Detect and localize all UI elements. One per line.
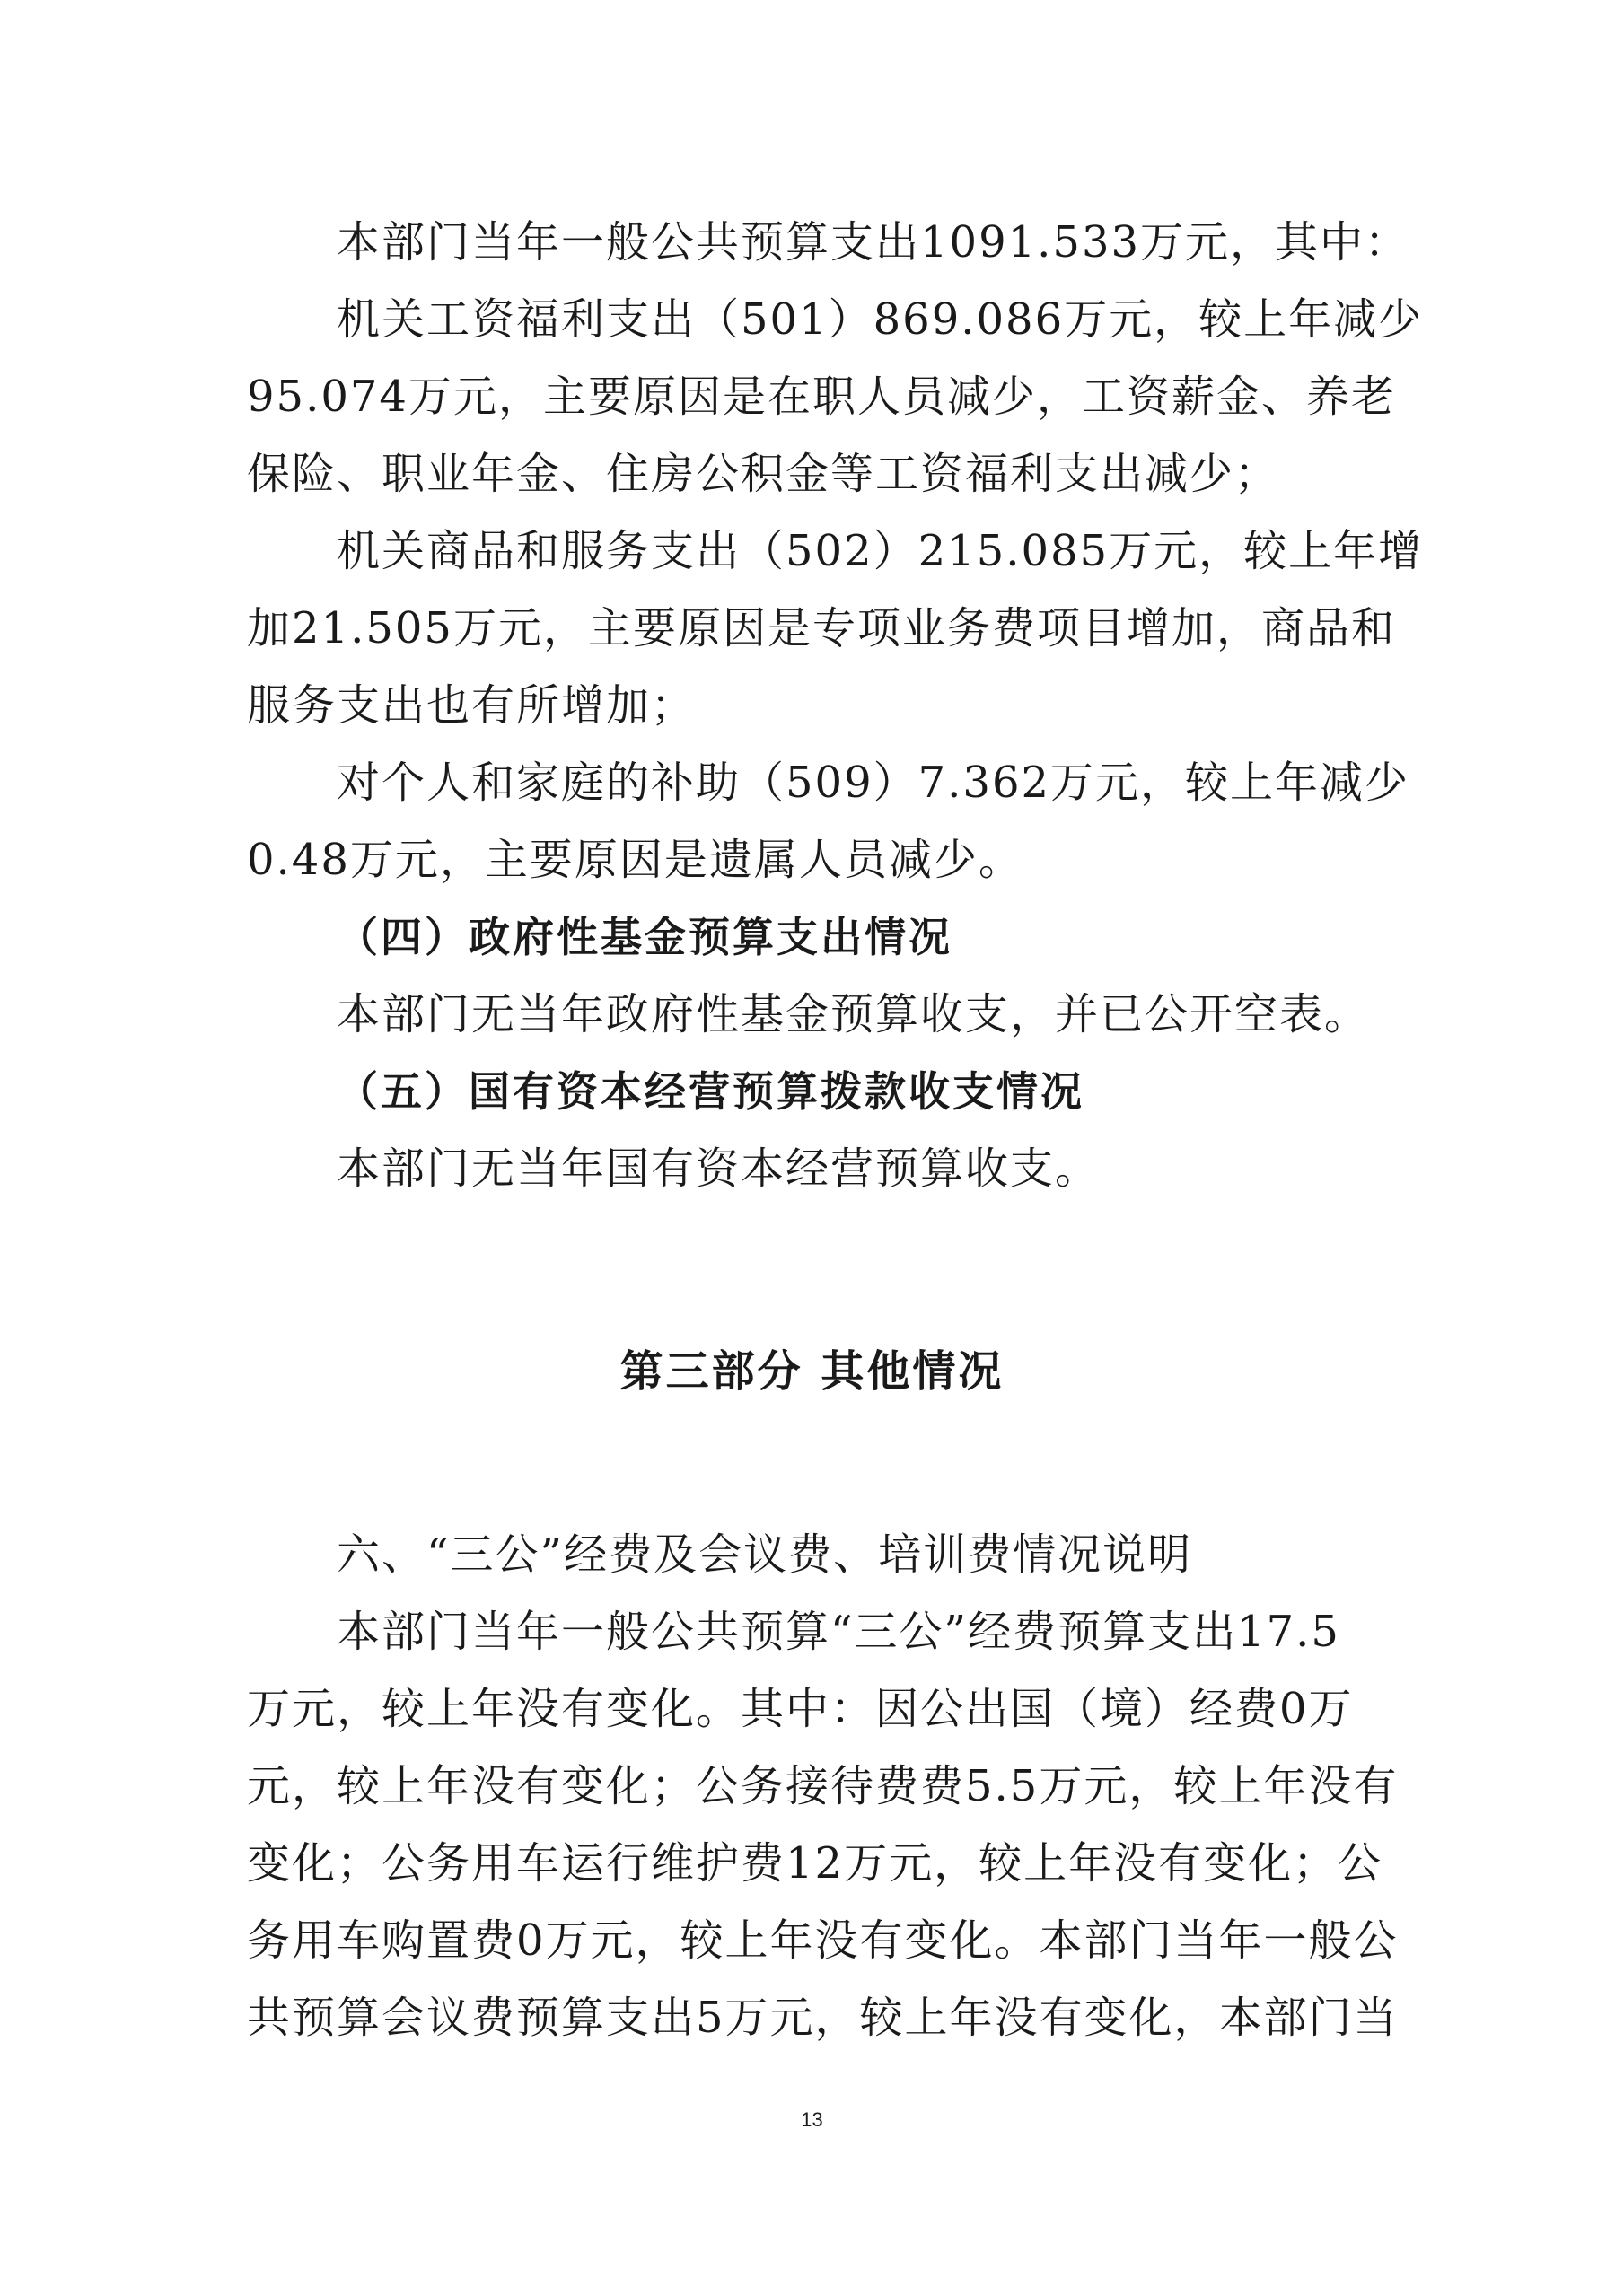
paragraph-line-18: 元，较上年没有变化；公务接待费费5.5万元，较上年没有	[247, 1761, 1399, 1811]
paragraph-line-7: 服务支出也有所增加；	[247, 680, 697, 731]
paragraph-line-16: 本部门当年一般公共预算“三公”经费预算支出17.5	[337, 1607, 1340, 1657]
paragraph-line-19: 变化；公务用车运行维护费12万元，较上年没有变化；公	[247, 1838, 1383, 1889]
paragraph-line-2: 机关工资福利支出（501）869.086万元，较上年减少	[337, 294, 1424, 345]
paragraph-line-21: 共预算会议费预算支出5万元，较上年没有变化，本部门当	[247, 1993, 1399, 2043]
part-three-title: 第三部分 其他情况	[619, 1346, 1005, 1397]
paragraph-line-17: 万元，较上年没有变化。其中：因公出国（境）经费0万	[247, 1684, 1354, 1734]
paragraph-line-5: 机关商品和服务支出（502）215.085万元，较上年增	[337, 526, 1424, 576]
paragraph-line-13: 本部门无当年国有资本经营预算收支。	[337, 1144, 1101, 1194]
paragraph-line-11: 本部门无当年政府性基金预算收支，并已公开空表。	[337, 989, 1370, 1039]
paragraph-line-8: 对个人和家庭的补助（509）7.362万元，较上年减少	[337, 758, 1410, 808]
paragraph-line-6: 加21.505万元，主要原因是专项业务费项目增加，商品和	[247, 603, 1396, 653]
section-heading-4: （四）政府性基金预算支出情况	[337, 913, 952, 961]
paragraph-line-1: 本部门当年一般公共预算支出1091.533万元，其中：	[337, 217, 1410, 267]
paragraph-line-9: 0.48万元，主要原因是遗属人员减少。	[247, 835, 1023, 885]
page-number: 13	[801, 2108, 823, 2131]
paragraph-line-15: 六、“三公”经费及会议费、培训费情况说明	[337, 1529, 1193, 1580]
paragraph-line-4: 保险、职业年金、住房公积金等工资福利支出减少；	[247, 449, 1280, 499]
paragraph-line-20: 务用车购置费0万元，较上年没有变化。本部门当年一般公	[247, 1915, 1399, 1966]
paragraph-line-3: 95.074万元，主要原因是在职人员减少，工资薪金、养老	[247, 372, 1396, 422]
section-heading-5: （五）国有资本经营预算拨款收支情况	[337, 1067, 1084, 1116]
